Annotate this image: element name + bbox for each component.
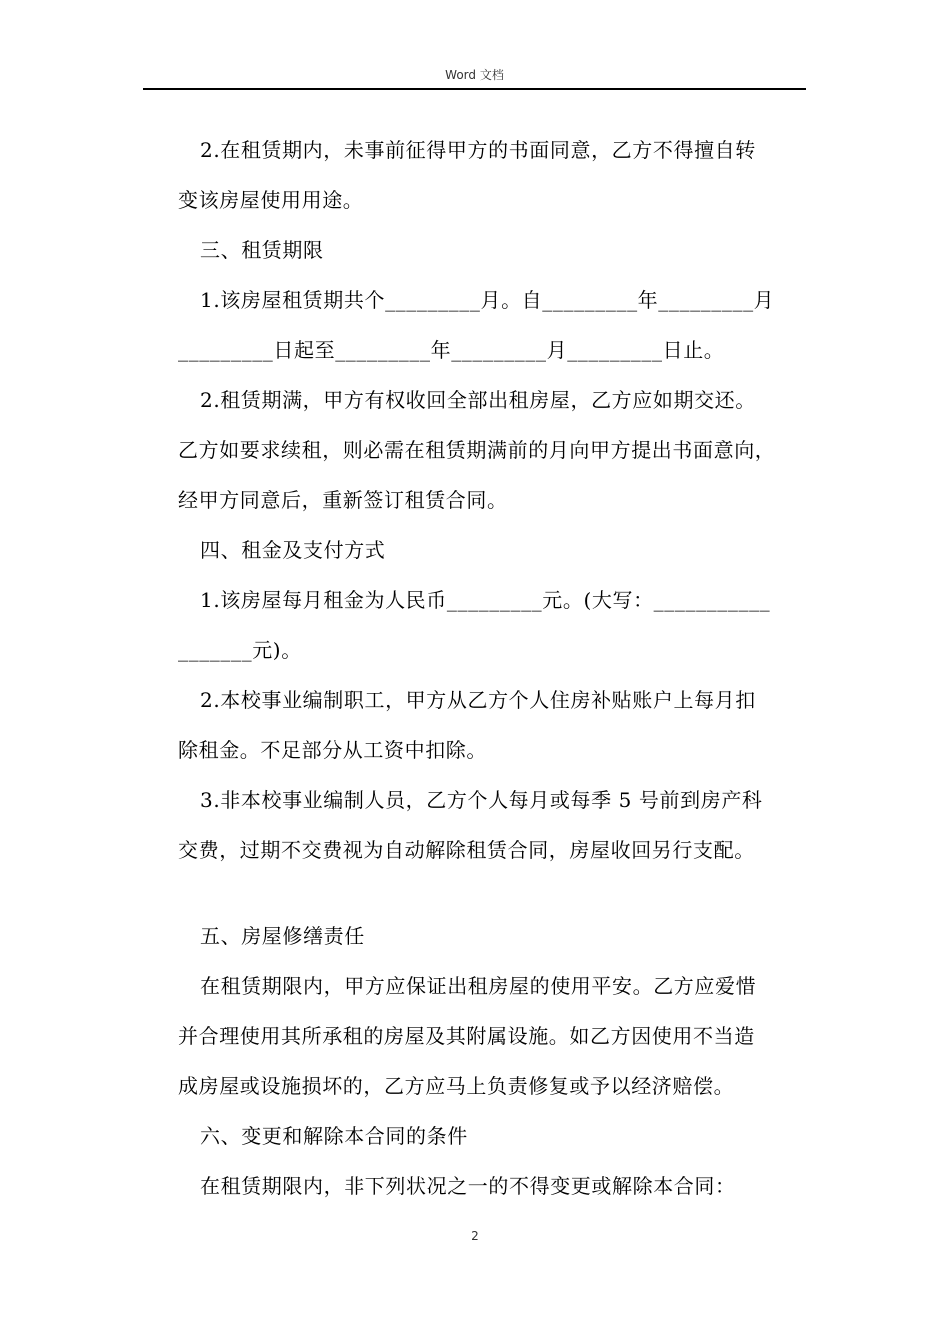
paragraph-line: 2.本校事业编制职工，甲方从乙方个人住房补贴账户上每月扣 [200, 688, 756, 712]
paragraph-line: 2.租赁期满，甲方有权收回全部出租房屋，乙方应如期交还。 [200, 388, 756, 412]
page-number: 2 [471, 1229, 479, 1243]
paragraph-line: 3.非本校事业编制人员，乙方个人每月或每季 5 号前到房产科 [200, 788, 763, 812]
section-heading: 四、租金及支付方式 [200, 538, 386, 562]
section-heading: 六、变更和解除本合同的条件 [200, 1124, 468, 1148]
paragraph-line: 在租赁期限内，非下列状况之一的不得变更或解除本合同： [200, 1174, 736, 1198]
paragraph-line: 成房屋或设施损坏的，乙方应马上负责修复或予以经济赔偿。 [178, 1074, 735, 1098]
paragraph-line: 经甲方同意后，重新签订租赁合同。 [178, 488, 508, 512]
paragraph-line: 交费，过期不交费视为自动解除租赁合同，房屋收回另行支配。 [178, 838, 755, 862]
paragraph-line: 1.该房屋每月租金为人民币_________元。(大写：___________ [200, 588, 771, 612]
blank-spacer [178, 875, 818, 911]
paragraph-line: 除租金。不足部分从工资中扣除。 [178, 738, 487, 762]
document-body [178, 125, 818, 1211]
header-title: Word 文档 [445, 68, 504, 82]
paragraph-line: 1.该房屋租赁期共个_________月。自_________年_________月 [200, 288, 775, 312]
section-heading: 五、房屋修缮责任 [200, 924, 365, 948]
paragraph-line: _________日起至_________年_________月_________日止。 [178, 338, 725, 362]
paragraph-line: _______元)。 [178, 638, 302, 662]
paragraph-line: 乙方如要求续租，则必需在租赁期满前的月向甲方提出书面意向， [178, 438, 776, 462]
paragraph-line: 并合理使用其所承租的房屋及其附属设施。如乙方因使用不当造 [178, 1024, 755, 1048]
paragraph-line: 在租赁期限内，甲方应保证出租房屋的使用平安。乙方应爱惜 [200, 974, 757, 998]
section-heading: 三、租赁期限 [200, 238, 324, 262]
page-header [143, 66, 806, 90]
paragraph-line: 变该房屋使用用途。 [178, 188, 364, 212]
paragraph-line: 2.在租赁期内，未事前征得甲方的书面同意，乙方不得擅自转 [200, 138, 756, 162]
